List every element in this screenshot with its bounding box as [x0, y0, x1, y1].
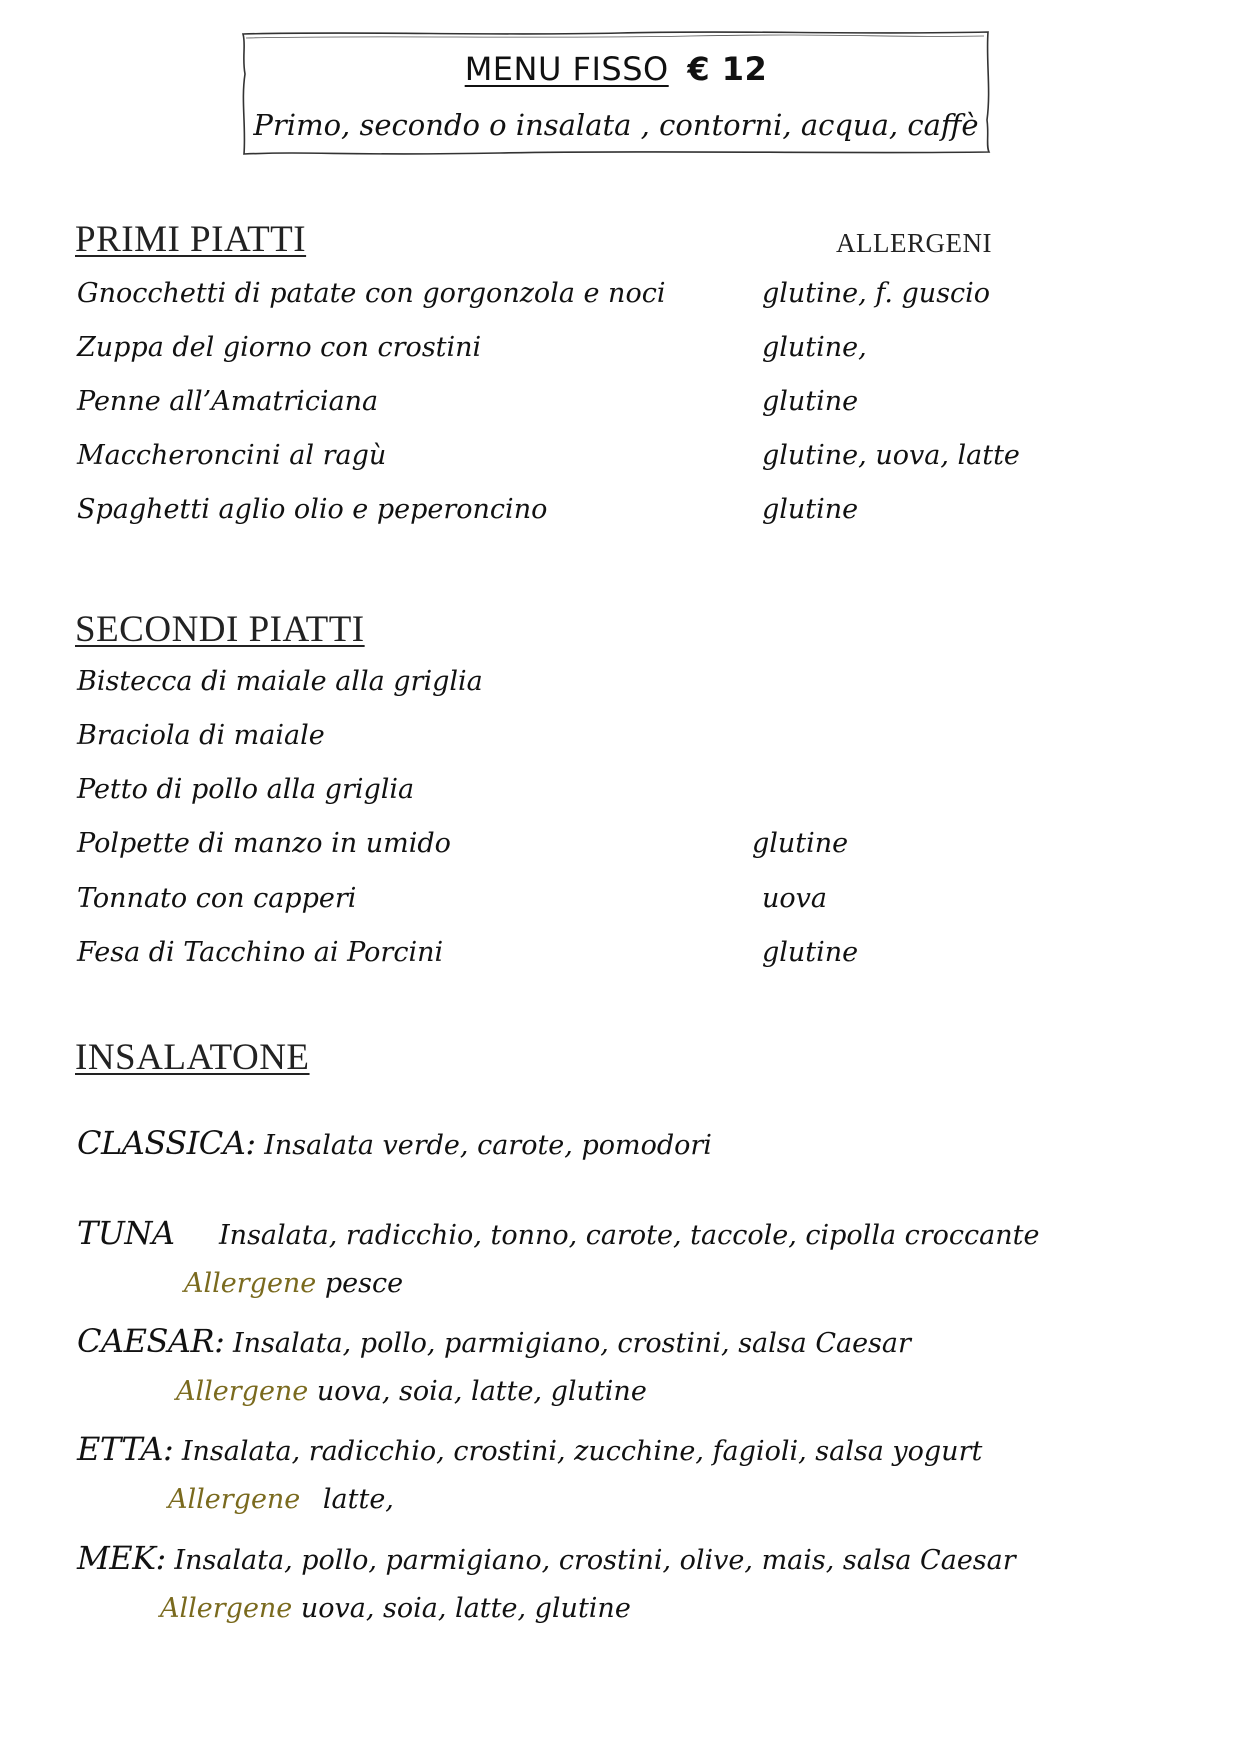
- salad-ingredients: Insalata, radicchio, crostini, zucchine, fagioli, salsa yogurt: [181, 1436, 983, 1467]
- salad-ingredients: Insalata, radicchio, tonno, carote, taccole, cipolla croccante: [219, 1220, 1040, 1251]
- salad-allergens: latte,: [322, 1484, 394, 1515]
- salad-allergens: pesce: [324, 1268, 404, 1299]
- allergen-label: Allergene: [184, 1268, 317, 1299]
- secondi-dish-name: Tonnato con capperi: [77, 883, 357, 914]
- primi-dish-allergens: glutine, uova, latte: [762, 440, 1020, 471]
- menu-subtitle: Primo, secondo o insalata , contorni, acqua, caffè: [253, 108, 979, 142]
- primi-section-title: PRIMI PIATTI: [75, 219, 307, 260]
- salad-allergen-line: [184, 1268, 403, 1299]
- salad-item: [77, 1539, 1016, 1577]
- primi-dish-name: Penne all’Amatriciana: [77, 386, 379, 417]
- salad-name: ETTA:: [77, 1430, 174, 1468]
- primi-dish-allergens: glutine,: [762, 332, 867, 363]
- primi-dish-allergens: glutine: [762, 386, 859, 417]
- salad-item: [77, 1124, 712, 1162]
- primi-dish-allergens: glutine: [762, 494, 859, 525]
- allergen-label: Allergene: [160, 1593, 293, 1624]
- menu-title: [240, 50, 992, 88]
- salad-name: TUNA: [77, 1214, 175, 1252]
- insalatone-section-title: INSALATONE: [75, 1037, 310, 1078]
- salad-allergens: uova, soia, latte, glutine: [316, 1376, 647, 1407]
- primi-dish-name: Zuppa del giorno con crostini: [77, 332, 482, 363]
- allergens-column-header: ALLERGENI: [836, 228, 992, 258]
- secondi-dish-name: Polpette di manzo in umido: [77, 828, 451, 859]
- secondi-dish-name: Bistecca di maiale alla griglia: [77, 666, 483, 697]
- salad-name: CLASSICA:: [77, 1124, 256, 1162]
- allergen-label: Allergene: [168, 1484, 301, 1515]
- salad-allergen-line: [160, 1593, 631, 1624]
- salad-allergen-line: [176, 1376, 647, 1407]
- primi-dish-name: Spaghetti aglio olio e peperoncino: [77, 494, 548, 525]
- salad-allergens: uova, soia, latte, glutine: [300, 1593, 631, 1624]
- secondi-dish-allergens: uova: [762, 883, 827, 914]
- menu-price: € 12: [687, 50, 768, 88]
- menu-title-text: MENU FISSO: [464, 50, 669, 88]
- secondi-dish-allergens: glutine: [752, 828, 849, 859]
- salad-allergen-line: [168, 1484, 394, 1515]
- primi-dish-name: Gnocchetti di patate con gorgonzola e noci: [77, 278, 666, 309]
- allergen-label: Allergene: [176, 1376, 309, 1407]
- primi-dish-name: Maccheroncini al ragù: [77, 440, 387, 471]
- primi-dish-allergens: glutine, f. guscio: [762, 278, 991, 309]
- secondi-dish-name: Fesa di Tacchino ai Porcini: [77, 937, 444, 968]
- salad-name: CAESAR:: [77, 1322, 225, 1360]
- secondi-dish-allergens: glutine: [762, 937, 859, 968]
- menu-header-box: [240, 30, 992, 156]
- salad-item: [77, 1322, 911, 1360]
- salad-item: [77, 1214, 1039, 1252]
- salad-ingredients: Insalata verde, carote, pomodori: [264, 1130, 712, 1161]
- salad-name: MEK:: [77, 1539, 166, 1577]
- secondi-dish-name: Braciola di maiale: [77, 720, 325, 751]
- salad-ingredients: Insalata, pollo, parmigiano, crostini, salsa Caesar: [232, 1328, 911, 1359]
- salad-ingredients: Insalata, pollo, parmigiano, crostini, olive, mais, salsa Caesar: [174, 1545, 1016, 1576]
- secondi-section-title: SECONDI PIATTI: [75, 609, 365, 650]
- salad-item: [77, 1430, 982, 1468]
- secondi-dish-name: Petto di pollo alla griglia: [77, 774, 415, 805]
